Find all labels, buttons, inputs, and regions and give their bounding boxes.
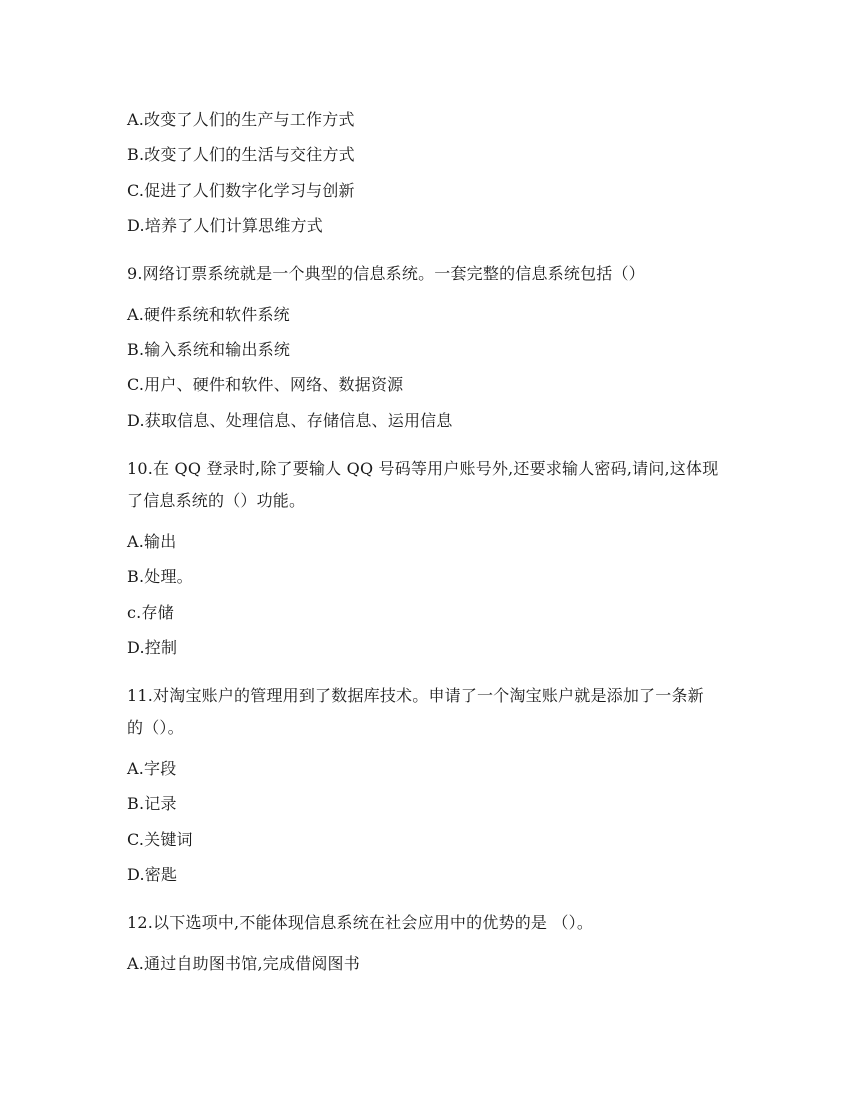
q8-option-c: C.促进了人们数字化学习与创新 bbox=[127, 181, 355, 200]
q12-option-a: A.通过自助图书馆,完成借阅图书 bbox=[127, 954, 360, 973]
q9-option-a: A.硬件系统和软件系统 bbox=[127, 305, 290, 324]
q10-question-line-2: 了信息系统的（）功能。 bbox=[127, 491, 306, 510]
q8-option-d: D.培养了人们计算思维方式 bbox=[127, 216, 323, 235]
q11-option-d: D.密匙 bbox=[127, 865, 178, 884]
q10-option-b: B.处理。 bbox=[127, 567, 193, 586]
q10-option-a: A.输出 bbox=[127, 532, 177, 551]
q11-question-line-1: 11.对淘宝账户的管理用到了数据库技术。申请了一个淘宝账户就是添加了一条新 bbox=[127, 686, 704, 705]
q11-question-line-2: 的（）。 bbox=[127, 718, 184, 737]
q8-option-b: B.改变了人们的生活与交往方式 bbox=[127, 145, 355, 164]
q11-option-a: A.字段 bbox=[127, 759, 177, 778]
q10-question-line-1: 10.在 QQ 登录时,除了要输人 QQ 号码等用户账号外,还要求输人密码,请问,这体现 bbox=[127, 459, 719, 478]
q10-option-d: D.控制 bbox=[127, 638, 178, 657]
q12-question: 12.以下选项中,不能体现信息系统在社会应用中的优势的是 （）。 bbox=[127, 913, 594, 932]
q11-option-b: B.记录 bbox=[127, 794, 177, 813]
q9-option-d: D.获取信息、处理信息、存储信息、运用信息 bbox=[127, 411, 453, 430]
q10-option-c: c.存储 bbox=[127, 603, 174, 622]
q11-option-c: C.关键词 bbox=[127, 830, 193, 849]
q9-question: 9.网络订票系统就是一个典型的信息系统。一套完整的信息系统包括（） bbox=[127, 264, 645, 283]
q8-option-a: A.改变了人们的生产与工作方式 bbox=[127, 110, 355, 129]
q9-option-b: B.输入系统和输出系统 bbox=[127, 340, 291, 359]
q9-option-c: C.用户、硬件和软件、网络、数据资源 bbox=[127, 375, 404, 394]
